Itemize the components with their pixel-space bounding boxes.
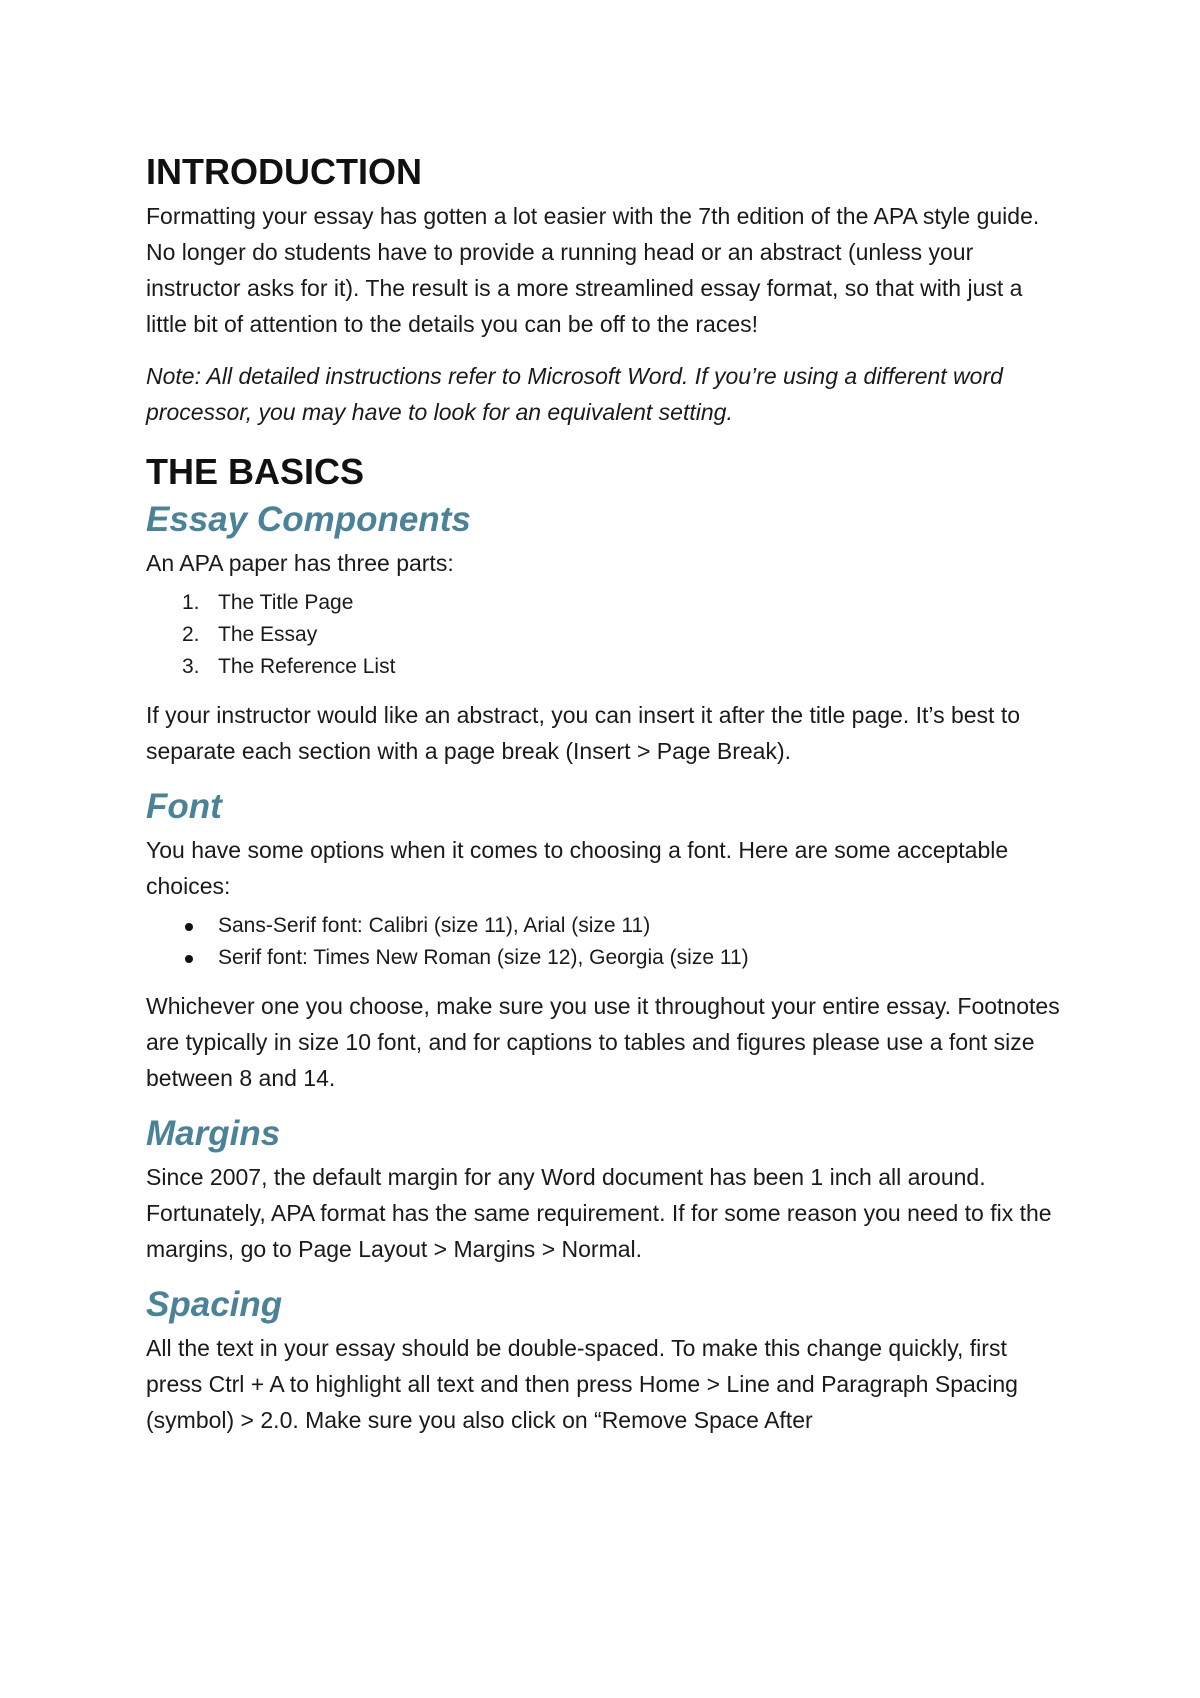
list-item: [146, 942, 1066, 974]
font-list: [146, 910, 1066, 974]
essay-components-list: [146, 587, 1066, 683]
list-number: 3.: [182, 655, 200, 678]
essay-components-intro: An APA paper has three parts:: [146, 550, 454, 576]
spacing-paragraph: All the text in your essay should be double-spaced. To make this change quickly, first press Ctrl + A to highlight all text and then press Home > Line and Paragraph Spacing (symbol) > 2.0. Make sure you also click on “Remove Space After: [146, 1335, 1018, 1433]
basics-heading: THE BASICS: [146, 451, 365, 492]
font-after: Whichever one you choose, make sure you use it throughout your entire essay. Footnotes are typically in size 10 font, and for captions to tables and figures please use a font size between 8 and 14.: [146, 993, 1060, 1091]
introduction-paragraph: Formatting your essay has gotten a lot easier with the 7th edition of the APA style guide. No longer do students have to provide a running head or an abstract (unless your instructor asks for it). The result is a more streamlined essay format, so that with just a little bit of attention to the details you can be off to the races!: [146, 203, 1040, 337]
bullet-icon: [185, 955, 193, 963]
list-item: [146, 619, 1066, 651]
list-item-label: The Reference List: [218, 655, 396, 678]
essay-components-after: If your instructor would like an abstract, you can insert it after the title page. It’s best to separate each section with a page break (Insert > Page Break).: [146, 702, 1021, 764]
essay-components-heading: Essay Components: [146, 500, 471, 539]
list-item: [146, 910, 1066, 942]
list-item-label: Sans-Serif font: Calibri (size 11), Arial (size 11): [218, 914, 651, 937]
font-intro: You have some options when it comes to choosing a font. Here are some acceptable choices:: [146, 837, 1009, 899]
list-item: [146, 651, 1066, 683]
margins-heading: Margins: [146, 1114, 281, 1153]
list-item-label: The Title Page: [218, 591, 354, 614]
list-item: [146, 587, 1066, 619]
bullet-icon: [185, 923, 193, 931]
spacing-heading: Spacing: [146, 1285, 283, 1324]
document-page: [146, 150, 1066, 1454]
introduction-heading: INTRODUCTION: [146, 151, 422, 192]
introduction-note: Note: All detailed instructions refer to Microsoft Word. If you’re using a different word processor, you may have to look for an equivalent setting.: [146, 363, 1003, 425]
margins-paragraph: Since 2007, the default margin for any Word document has been 1 inch all around. Fortunately, APA format has the same requirement. If for some reason you need to fix the margins, go to Page Layout > Margins > Normal.: [146, 1164, 1052, 1262]
font-heading: Font: [146, 787, 222, 826]
list-item-label: Serif font: Times New Roman (size 12), Georgia (size 11): [218, 946, 749, 969]
list-number: 2.: [182, 623, 200, 646]
list-number: 1.: [182, 591, 200, 614]
list-item-label: The Essay: [218, 623, 318, 646]
